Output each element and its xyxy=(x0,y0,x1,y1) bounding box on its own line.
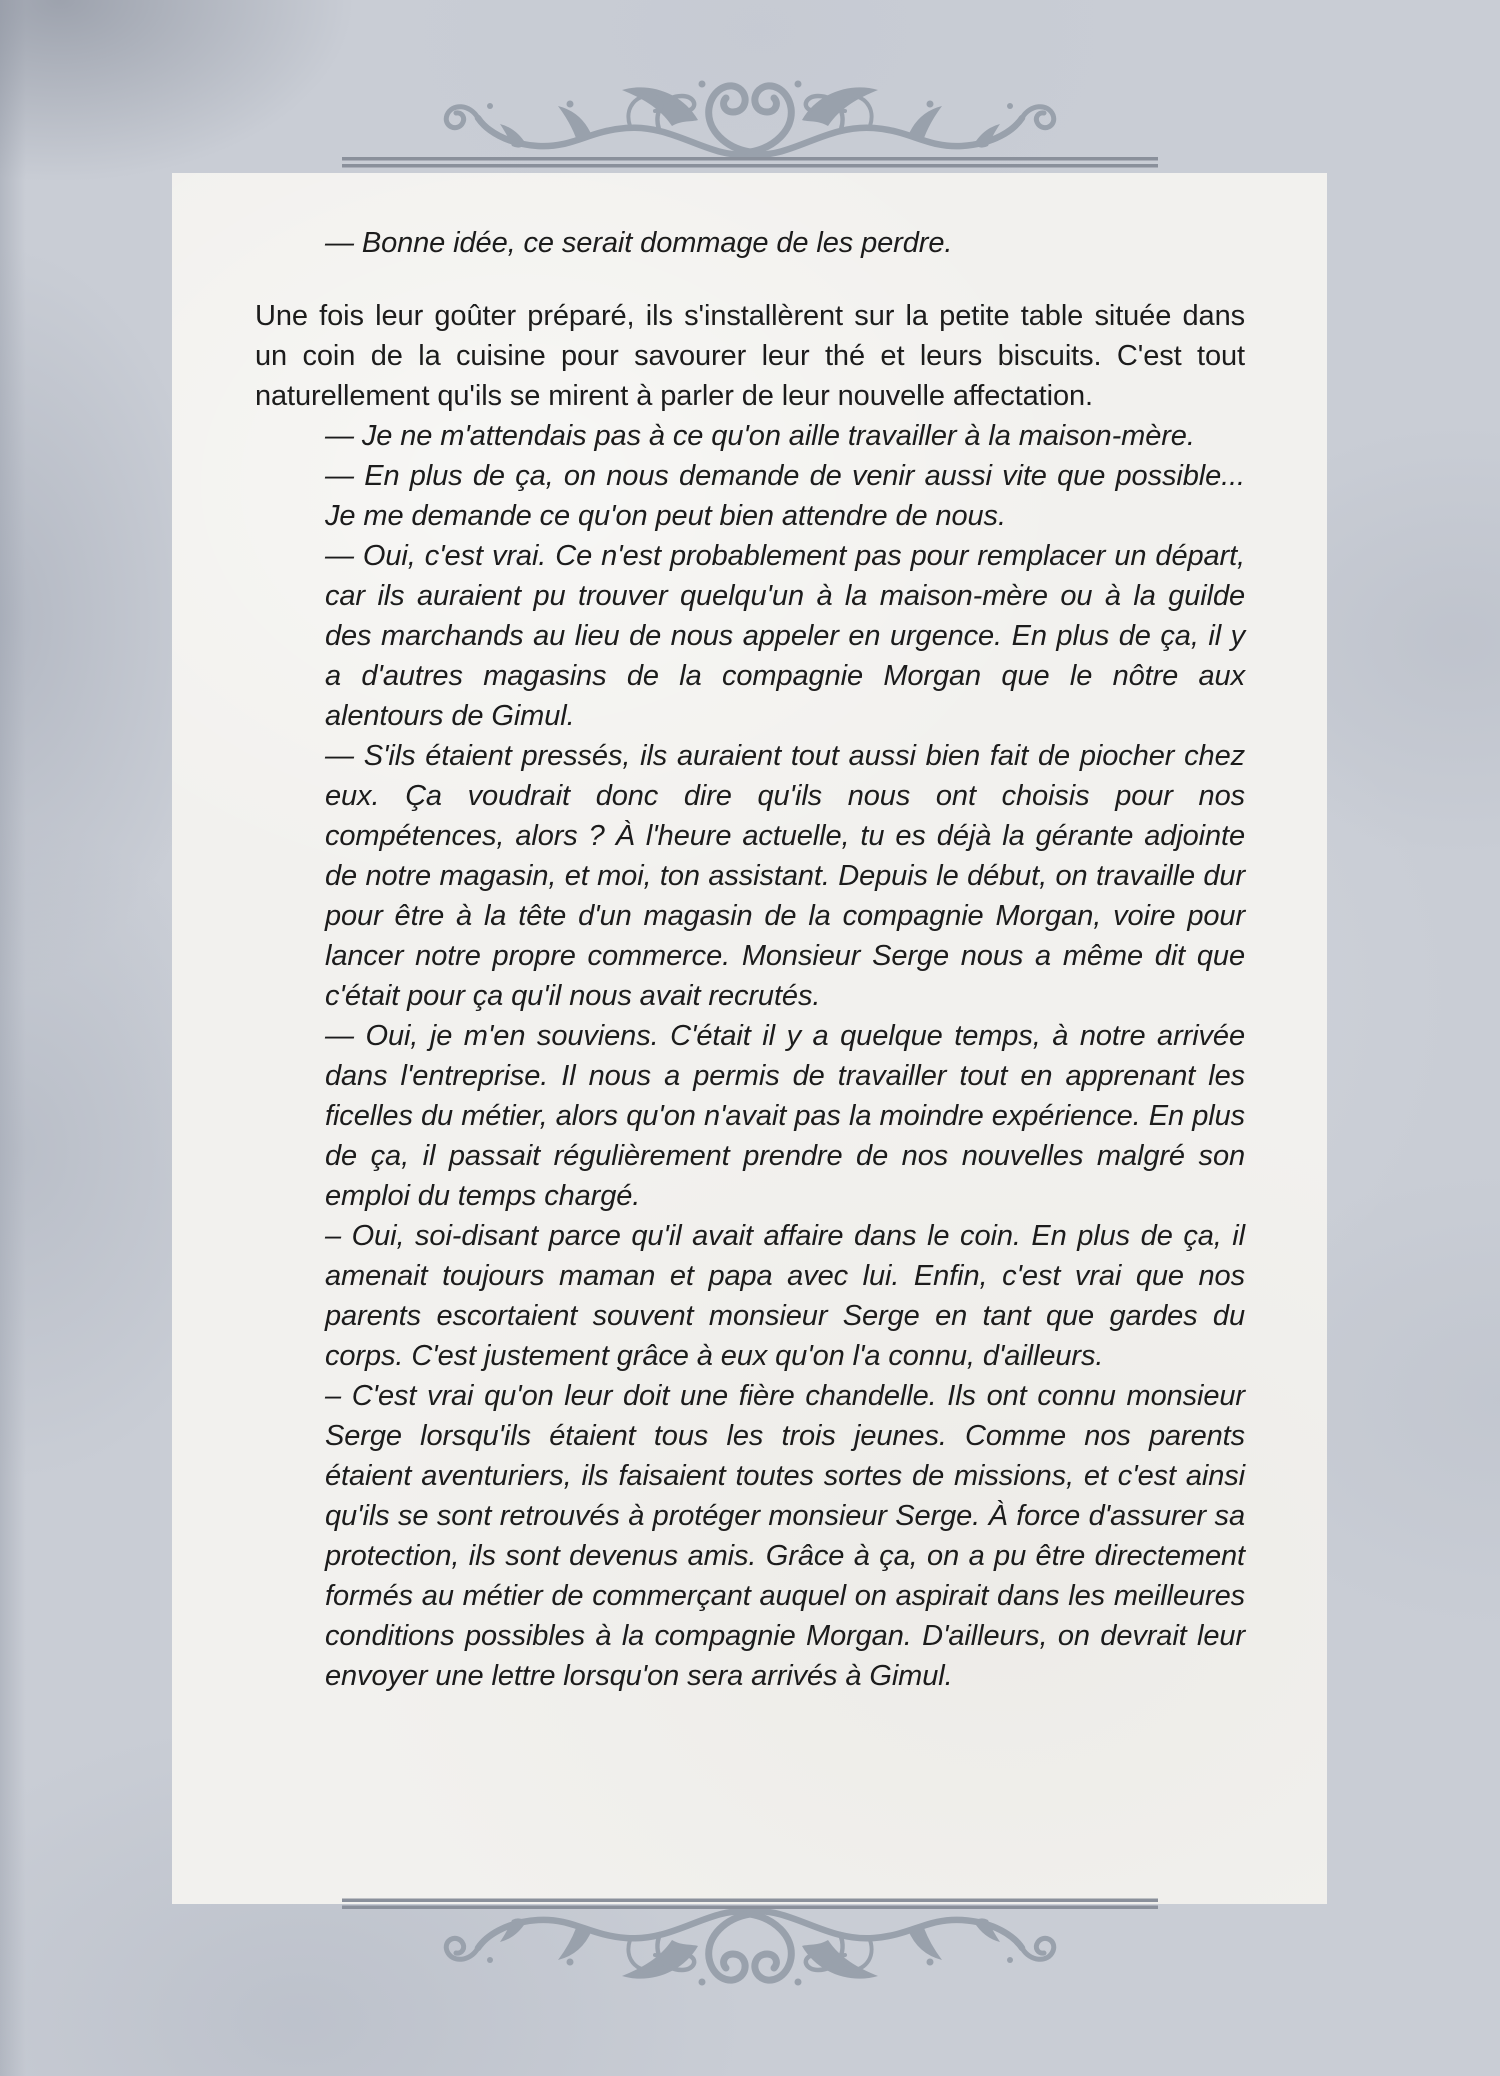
flourish-divider-icon xyxy=(330,62,1170,174)
book-page xyxy=(172,173,1327,1904)
paragraph: — Bonne idée, ce serait dommage de les perdre. xyxy=(325,227,953,259)
paragraph: — Je ne m'attendais pas à ce qu'on aille travailler à la maison-mère. xyxy=(325,420,1195,452)
paragraph: – C'est vrai qu'on leur doit une fière chandelle. Ils ont connu monsieur Serge lorsqu'ils étaient tous les trois jeunes. Comme nos parents étaient aventuriers, ils faisaient toutes sortes de missions, et c'est ainsi qu'ils se sont retrouvés à protéger monsieur Serge. À force d'assurer sa protection, ils sont devenus amis. Grâce à ça, on a pu être directement formés au métier de commerçant auquel on aspirait dans les meilleures conditions possibles à la compagnie Morgan. D'ailleurs, on devrait leur envoyer une lettre lorsqu'on sera arrivés à Gimul. xyxy=(325,1380,1245,1692)
flourish-ornament-bottom xyxy=(330,1892,1170,2004)
paragraph: Une fois leur goûter préparé, ils s'installèrent sur la petite table située dans un coin de la cuisine pour savourer leur thé et leurs biscuits. C'est tout naturellement qu'ils se mirent à parler de leur nouvelle affectation. xyxy=(255,300,1245,412)
paragraph: — S'ils étaient pressés, ils auraient tout aussi bien fait de piocher chez eux. Ça voudrait donc dire qu'ils nous ont choisis pour nos compétences, alors ? À l'heure actuelle, tu es déjà la gérante adjointe de notre magasin, et moi, ton assistant. Depuis le début, on travaille dur pour être à la tête d'un magasin de la compagnie Morgan, voire pour lancer notre propre commerce. Monsieur Serge nous a même dit que c'était pour ça qu'il nous avait recrutés. xyxy=(325,740,1245,1012)
flourish-ornament-top xyxy=(330,62,1170,174)
page-text xyxy=(255,223,1245,1696)
paragraph: — Oui, c'est vrai. Ce n'est probablement pas pour remplacer un départ, car ils auraient pu trouver quelqu'un à la maison-mère ou à la guilde des marchands au lieu de nous appeler en urgence. En plus de ça, il y a d'autres magasins de la compagnie Morgan que le nôtre aux alentours de Gimul. xyxy=(325,540,1245,732)
paragraph: — En plus de ça, on nous demande de venir aussi vite que possible... Je me demande ce qu'on peut bien attendre de nous. xyxy=(325,460,1245,532)
paragraph: – Oui, soi-disant parce qu'il avait affaire dans le coin. En plus de ça, il amenait toujours maman et papa avec lui. Enfin, c'est vrai que nos parents escortaient souvent monsieur Serge en tant que gardes du corps. C'est justement grâce à eux qu'on l'a connu, d'ailleurs. xyxy=(325,1220,1245,1372)
paragraph: — Oui, je m'en souviens. C'était il y a quelque temps, à notre arrivée dans l'entreprise. Il nous a permis de travailler tout en apprenant les ficelles du métier, alors qu'on n'avait pas la moindre expérience. En plus de ça, il passait régulièrement prendre de nos nouvelles malgré son emploi du temps chargé. xyxy=(325,1020,1245,1212)
flourish-divider-icon xyxy=(330,1892,1170,2004)
